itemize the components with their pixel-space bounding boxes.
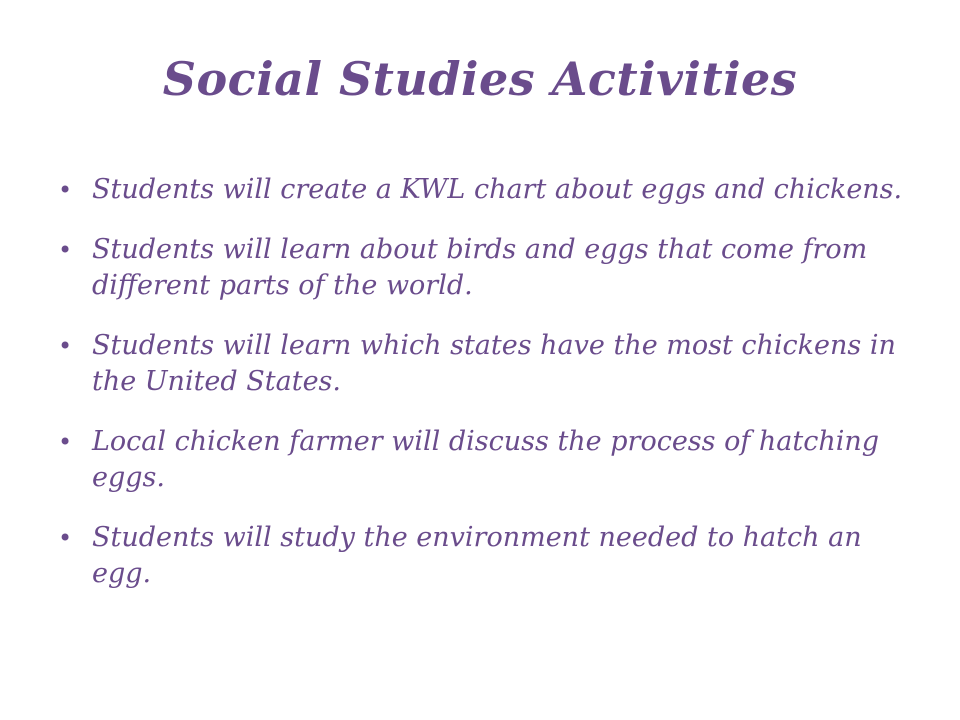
bullet-dot-icon: •	[58, 236, 73, 264]
bullet-list	[56, 172, 916, 616]
bullet-item	[56, 232, 916, 304]
bullet-text: Students will learn about birds and eggs that come from different parts of the world.	[92, 234, 868, 301]
bullet-dot-icon: •	[58, 176, 73, 204]
bullet-text: Students will study the environment needed to hatch an egg.	[92, 522, 862, 589]
bullet-text: Local chicken farmer will discuss the process of hatching eggs.	[92, 426, 880, 493]
bullet-dot-icon: •	[58, 428, 73, 456]
bullet-item	[56, 520, 916, 592]
bullet-item	[56, 172, 916, 208]
bullet-dot-icon: •	[58, 332, 73, 360]
slide-title: Social Studies Activities	[162, 52, 798, 106]
bullet-item	[56, 424, 916, 496]
bullet-dot-icon: •	[58, 524, 73, 552]
bullet-text: Students will learn which states have the most chickens in the United States.	[92, 330, 896, 397]
bullet-text: Students will create a KWL chart about eggs and chickens.	[92, 174, 903, 205]
bullet-item	[56, 328, 916, 400]
